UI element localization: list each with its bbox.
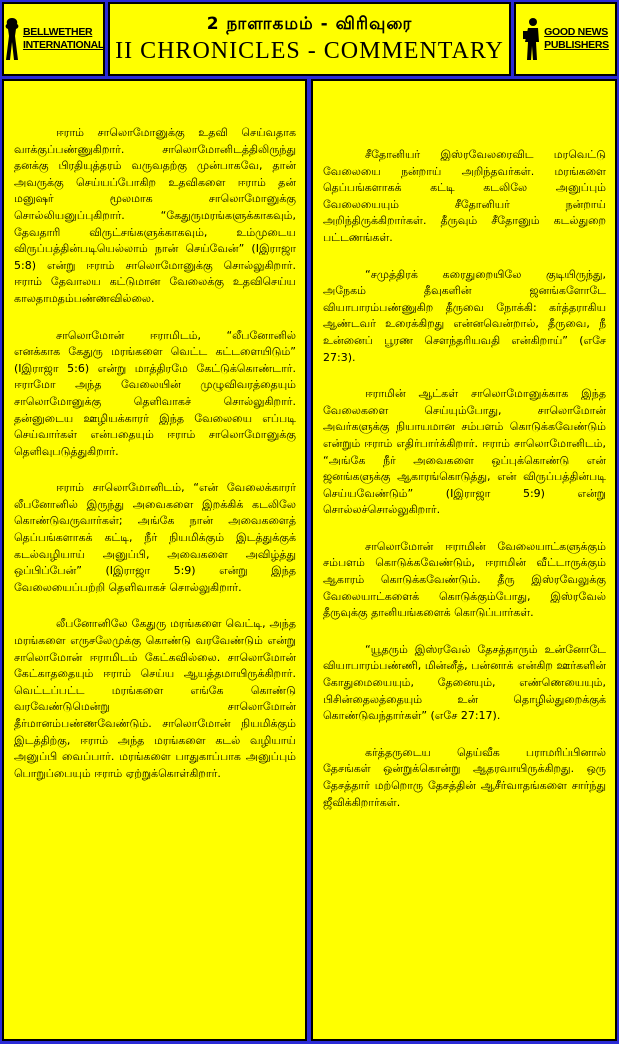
right-paragraph-2: “சமுத்திரக் கரைதுறையிலே குடியிருந்து, அநேகம் தீவுகளின் ஜனங்களோடே வியாபாரம்பண்ணுகிற தீருவை நோக்கி: கர்த்தராகிய ஆண்டவர் உரைக்கிறது என்னவென்றால், தீருவை, நீ உன்னைப் பூரண சௌந்தரியவதி என்கிறாய்” (எசே 27:3). bbox=[323, 267, 606, 364]
right-logo-line1: GOOD NEWS bbox=[544, 26, 608, 38]
bellwether-ram-icon bbox=[3, 16, 21, 62]
title-tamil: 2 நாளாகமம் - விரிவுரை bbox=[206, 14, 413, 34]
title-box bbox=[108, 2, 511, 76]
right-paragraph-3: ஈராமின் ஆட்கள் சாலொமோனுக்காக இந்த வேலைகளை செய்யும்போது, சாலொமோன் அவர்களுக்கு நியாயமான சம்பளம் கொடுக்கவேண்டும் என்றும் ஈராம் எதிர்பார்க்கிறார். ஈராம் சாலொமோனிடம், “அங்கே நீர் அவைகளை ஒப்புக்கொண்டு என் ஜனங்களுக்கு ஆகாரங்கொடுத்து, என் விருப்பத்தின்படி செய்யவேண்டும்” (Iஇராஜா 5:9) என்று சொல்லச்சொல்லுகிறார். bbox=[323, 387, 606, 517]
right-logo-line2: PUBLISHERS bbox=[544, 39, 609, 51]
title-english: II CHRONICLES - COMMENTARY bbox=[115, 38, 504, 64]
right-paragraph-6: கர்த்தருடைய தெய்வீக பராமரிப்பினால் தேசங்கள் ஒன்றுக்கொன்று ஆதரவாயிருக்கிறது. ஒரு தேசத்தார் மற்றொரு தேசத்தின் ஆசீர்வாதங்களை சார்ந்து ஜீவிக்கிறார்கள். bbox=[323, 745, 606, 809]
right-paragraph-5: “யூதரும் இஸ்ரவேல் தேசத்தாரும் உன்னோடே வியாபாரம்பண்ணி, மின்னீத், பன்னாக் என்கிற ஊர்களின் கோதுமையையும், தேனையும், எண்ணெயையும், பிசின்தைலத்தையும் உன் தொழில்துறைக்குக் கொண்டுவந்தார்கள்” (எசே 27:17). bbox=[323, 642, 606, 723]
left-paragraph-2: சாலொமோன் ஈராமிடம், “லீபனோனில் எனக்காக கேதுரு மரங்களை வெட்ட கட்டளையிடும்” (Iஇராஜா 5:6) என்று மாத்திரமே கேட்டுக்கொண்டார். ஈராமோ அந்த வேலையின் முழுவிவரத்தையும் சாலொமோனுக்கு தெளிவாகச் சொல்லுகிறார். தன்னுடைய ஊழியக்காரர் இந்த வேலையை எப்படி செய்வார்கள் என்பதையும் ஈராம் சாலொமோனுக்கு தெளிவுபடுத்துகிறார். bbox=[14, 328, 296, 458]
left-column bbox=[2, 79, 307, 1041]
left-paragraph-4: லீபனோனிலே கேதுரு மரங்களை வெட்டி, அந்த மரங்களை எருசலேமுக்கு கொண்டு வரவேண்டும் என்று சாலொமோன் ஈராமிடம் கேட்கவில்லை. சாலொமோன் கேட்காததையும் ஈராம் செய்ய ஆயத்தமாயிருக்கிறார். வெட்டப்பட்ட மரங்களை எங்கே கொண்டு வரவேண்டுமென்று சாலொமோன் தீர்மானம்பண்ணவேண்டும். சாலொமோன் நியமிக்கும் இடத்திற்கு, ஈராம் அந்த மரங்களை கடல் வழியாய் அனுப்பி வைப்பார். மரங்களை பாதுகாப்பாக அனுப்பும் பொறுப்பையும் ஈராம் ஏற்றுக்கொள்கிறார். bbox=[14, 617, 296, 780]
reading-figure-icon bbox=[522, 16, 542, 62]
left-paragraph-1: ஈராம் சாலொமோனுக்கு உதவி செய்வதாக வாக்குப்பண்ணுகிறார். சாலொமோனிடத்திலிருந்து தனக்கு பிரதியுத்தரம் வருவதற்கு முன்பாகவே, தான் அவருக்கு செய்யப்போகிற உதவிகளை ஈராம் தன் மனுஷர் மூலமாக சாலொமோனுக்கு சொல்லியனுப்புகிறார். “கேதுருமரங்களுக்காகவும், தேவதாரி விருட்சங்களுக்காகவும், உம்முடைய விருப்பத்தின்படியெல்லாம் நான் செய்வேன்” (Iஇராஜா 5:8) என்று ஈராம் சாலொமோனுக்கு சொல்லுகிறார். ஈராம் தேவாலய கட்டுமான வேலைக்கு உதவிசெய்ய காலதாமதம்பண்ணவில்லை. bbox=[14, 126, 296, 305]
bellwether-logo bbox=[2, 2, 105, 76]
right-column bbox=[311, 79, 617, 1041]
right-paragraph-1: சீதோனியர் இஸ்ரவேலரைவிட மரவெட்டு வேலையை நன்றாய் அறிந்தவர்கள். மரங்களை தெப்பங்களாகக் கட்டி கடலிலே அனுப்பும் வேலையையும் சீதோனியர் நன்றாய் அறிந்திருக்கிறார்கள். தீருவும் சீதோனும் கடல்துறை பட்டணங்கள். bbox=[323, 148, 606, 244]
header bbox=[2, 2, 617, 76]
right-paragraph-4: சாலொமோன் ஈராமின் வேலையாட்களுக்கும் சம்பளம் கொடுக்கவேண்டும், ஈராமின் வீட்டாருக்கும் ஆகாரம் கொடுக்கவேண்டும். தீரு இஸ்ரவேலுக்கு வேலையாட்களைக் கொடுக்கும்போது, இஸ்ரவேல் தீருவுக்கு தானியங்களைக் கொடுப்பார்கள். bbox=[323, 539, 606, 620]
left-logo-line2: INTERNATIONAL bbox=[22, 39, 105, 51]
good-news-logo bbox=[514, 2, 617, 76]
left-paragraph-3: ஈராம் சாலொமோனிடம், “என் வேலைக்காரர் லீபனோனில் இருந்து அவைகளை இறக்கிக் கடலிலே கொண்டுவருவார்கள்; அங்கே நான் அவைகளைத் தெப்பங்களாகக் கட்டி, நீர் நியமிக்கும் இடத்துக்குக் கடல்வழியாய் அனுப்பி, அவைகளை அவிழ்த்து ஒப்பிப்பேன்” (Iஇராஜா 5:9) என்று இந்த வேலையைப்பற்றி தெளிவாகச் சொல்லுகிறார். bbox=[14, 481, 296, 594]
left-logo-line1: BELLWETHER bbox=[22, 26, 93, 38]
